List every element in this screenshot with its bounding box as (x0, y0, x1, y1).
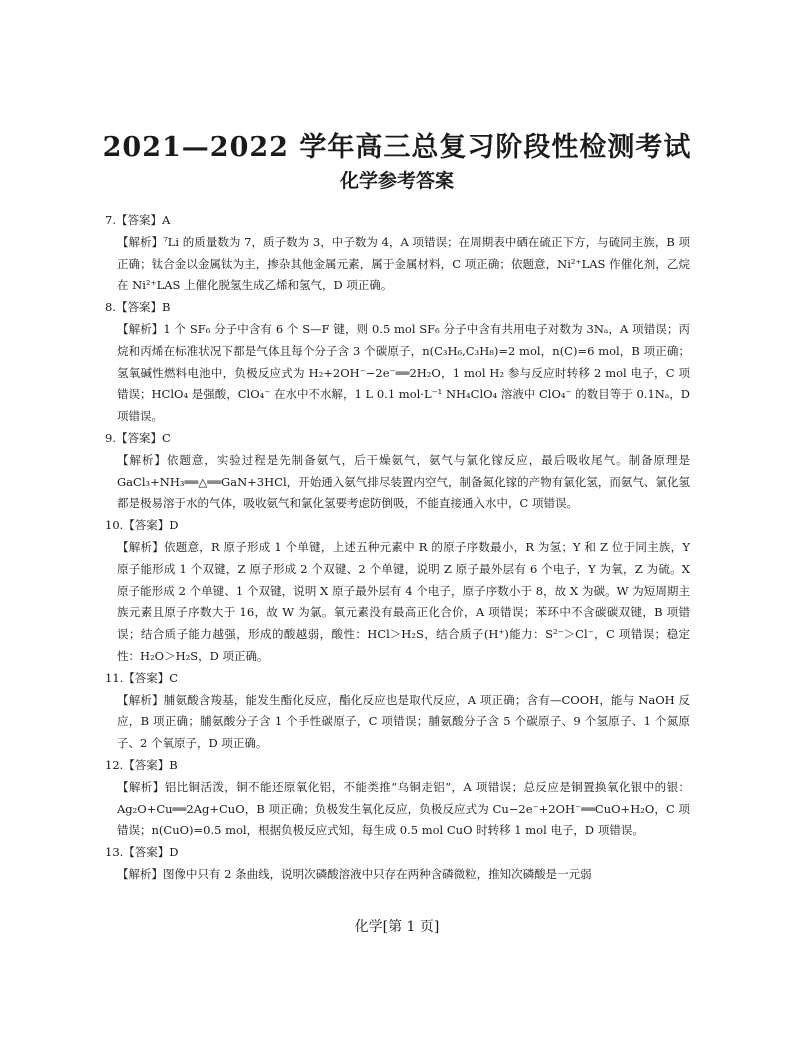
page-footer: 化学[第 1 页] (354, 919, 440, 935)
explanation-paragraph: 【解析】图像中只有 2 条曲线，说明次磷酸溶液中只存在两种含磷微粒，推知次磷酸是一元弱 (117, 866, 592, 881)
question-9 (105, 428, 690, 515)
answer-line: 12.【答案】B (105, 757, 178, 772)
answer-line: 9.【答案】C (105, 430, 171, 445)
answer-line: 8.【答案】B (105, 300, 171, 315)
question-11 (105, 668, 690, 755)
explanation-paragraph: 【解析】⁷Li 的质量数为 7，质子数为 3，中子数为 4，A 项错误；在周期表中硒在硫正下方，与硫同主族，B 项正确；钛合金以金属钛为主，掺杂其他金属元素，属于金属材料，C 项正确；依题意，Ni²⁺LAS 作催化剂，乙烷在 Ni²⁺LAS 上催化脱氢生成乙烯和氢气，D 项正确。 (117, 234, 690, 293)
answer-line: 13.【答案】D (105, 845, 179, 860)
answer-line: 11.【答案】C (105, 670, 179, 685)
question-10 (105, 515, 690, 668)
question-12 (105, 755, 690, 842)
question-13 (105, 842, 690, 886)
answer-line: 10.【答案】D (105, 518, 179, 533)
explanation-paragraph: 【解析】脯氨酸含羧基，能发生酯化反应，酯化反应也是取代反应，A 项正确；含有—COOH，能与 NaOH 反应，B 项正确；脯氨酸分子含 1 个手性碳原子，C 项错误；脯氨酸分子含 5 个碳原子、9 个氢原子、1 个氮原子、2 个氧原子，D 项正确。 (117, 692, 690, 751)
page-title: 2021—2022 学年高三总复习阶段性检测考试 (102, 132, 692, 163)
explanation-paragraph: 【解析】依题意，实验过程是先制备氨气，后干燥氨气，氨气与氯化镓反应，最后吸收尾气。制备原理是 GaCl₃+NH₃══△══GaN+3HCl，开始通入氨气排尽装置内空气，制备氮化镓的产物有氯化氢，而氨气、氯化氢都是极易溶于水的气体，吸收氨气和氯化氢要考虑防倒吸，不能直接通入水中，C 项错误。 (117, 452, 690, 511)
answer-line: 7.【答案】A (105, 213, 171, 227)
explanation-paragraph: 【解析】依题意，R 原子形成 1 个单键，上述五种元素中 R 的原子序数最小，R 为氢；Y 和 Z 位于同主族，Y 原子能形成 1 个双键，Z 原子形成 2 个双键、2 个单键，说明 Z 原子最外层有 6 个电子，Y 为氧，Z 为硫。X 原子能形成 2 个单键、1 个双键，说明 X 原子最外层有 4 个电子，原子序数小于 8，故 X 为碳。W 为短周期主族元素且原子序数大于 16，故 W 为氯。氧元素没有最高正化合价，A 项错误；苯环中不含碳碳双键，B 项错误；结合质子能力越强，形成的酸越弱，酸性：HCl＞H₂S，结合质子(H⁺)能力：S²⁻＞Cl⁻，C 项错误；稳定性：H₂O＞H₂S，D 项正确。 (117, 539, 690, 663)
question-8 (105, 297, 690, 428)
explanation-paragraph: 【解析】1 个 SF₆ 分子中含有 6 个 S—F 键，则 0.5 mol SF₆ 分子中含有共用电子对数为 3Nₐ，A 项错误；丙烷和丙烯在标准状况下都是气体且每个分子含 3 个碳原子，n(C₃H₆,C₃H₈)=2 mol，n(C)=6 mol，B 项正确；氢氧碱性燃料电池中，负极反应式为 H₂+2OH⁻−2e⁻══2H₂O，1 mol H₂ 参与反应时转移 2 mol 电子，C 项错误；HClO₄ 是强酸，ClO₄⁻ 在水中不水解，1 L 0.1 mol·L⁻¹ NH₄ClO₄ 溶液中 ClO₄⁻ 的数目等于 0.1Nₐ，D 项错误。 (117, 321, 690, 424)
page-subtitle: 化学参考答案 (339, 170, 454, 192)
question-7 (105, 210, 690, 297)
answer-list (105, 210, 690, 886)
explanation-paragraph: 【解析】铝比铜活泼，铜不能还原氧化铝，不能类推“乌铜走铝”，A 项错误；总反应是铜置换氧化银中的银：Ag₂O+Cu══2Ag+CuO，B 项正确；负极发生氧化反应，负极反应式为 Cu−2e⁻+2OH⁻══CuO+H₂O，C 项错误；n(CuO)=0.5 mol，根据负极反应式知，每生成 0.5 mol CuO 时转移 1 mol 电子，D 项错误。 (117, 779, 690, 838)
